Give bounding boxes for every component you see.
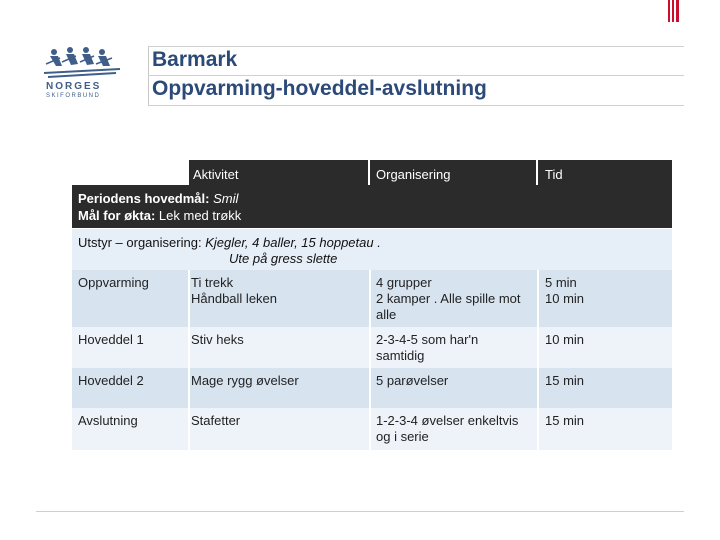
- title-rule-middle: [148, 75, 684, 76]
- activity-cell: Stafetter: [191, 413, 241, 428]
- table-header: [72, 160, 672, 185]
- phase-cell: Oppvarming: [78, 275, 149, 290]
- activity-cell: Ti trekk Håndball leken: [191, 275, 278, 306]
- column-header-activity: Aktivitet: [193, 167, 239, 182]
- phase-cell: Hoveddel 2: [78, 373, 144, 388]
- organisation-cell: 2-3-4-5 som har'n samtidig: [376, 332, 479, 363]
- time-cell: 5 min 10 min: [545, 275, 585, 306]
- equipment-row: [72, 228, 672, 270]
- column-header-organisation: Organisering: [376, 167, 451, 182]
- table-row: [72, 327, 672, 368]
- time-cell: 15 min: [545, 413, 585, 428]
- corner-accent-mark: [668, 0, 680, 22]
- logo-subtext: SKIFORBUND: [46, 93, 101, 99]
- time-cell: 10 min: [545, 332, 585, 347]
- page-subtitle: Oppvarming-hoveddel-avslutning: [152, 77, 487, 100]
- session-goal-label: Mål for økta:: [78, 208, 156, 223]
- organisation-cell: 1-2-3-4 øvelser enkeltvis og i serie: [376, 413, 519, 444]
- equipment-value: Kjegler, 4 baller, 15 hoppetau .: [205, 235, 381, 250]
- period-goal-label: Periodens hovedmål:: [78, 191, 210, 206]
- page-title: Barmark: [152, 48, 238, 71]
- organisation-cell: 5 parøvelser: [376, 373, 449, 388]
- equipment-label: Utstyr – organisering:: [78, 235, 202, 250]
- period-goal-value: Smil: [213, 191, 239, 206]
- table-row: [72, 270, 672, 327]
- logo-text: NORGES: [46, 81, 102, 92]
- session-goal-value: Lek med trøkk: [158, 208, 242, 223]
- table-row: [72, 368, 672, 408]
- time-cell: 15 min: [545, 373, 585, 388]
- title-divider: [148, 46, 149, 106]
- title-rule-top: [148, 46, 684, 47]
- activity-cell: Mage rygg øvelser: [191, 373, 299, 388]
- title-rule-bottom: [148, 105, 684, 106]
- skiers-logo-icon: [40, 44, 124, 80]
- column-header-time: Tid: [545, 167, 563, 182]
- table-row: [72, 408, 672, 450]
- phase-cell: Avslutning: [78, 413, 138, 428]
- goal-row: [72, 185, 672, 228]
- footer-rule: [36, 511, 684, 512]
- norges-skiforbund-logo: [40, 44, 124, 104]
- equipment-location: Ute på gress slette: [229, 251, 338, 266]
- organisation-cell: 4 grupper 2 kamper . Alle spille mot alle: [376, 275, 521, 322]
- activity-cell: Stiv heks: [191, 332, 244, 347]
- phase-cell: Hoveddel 1: [78, 332, 144, 347]
